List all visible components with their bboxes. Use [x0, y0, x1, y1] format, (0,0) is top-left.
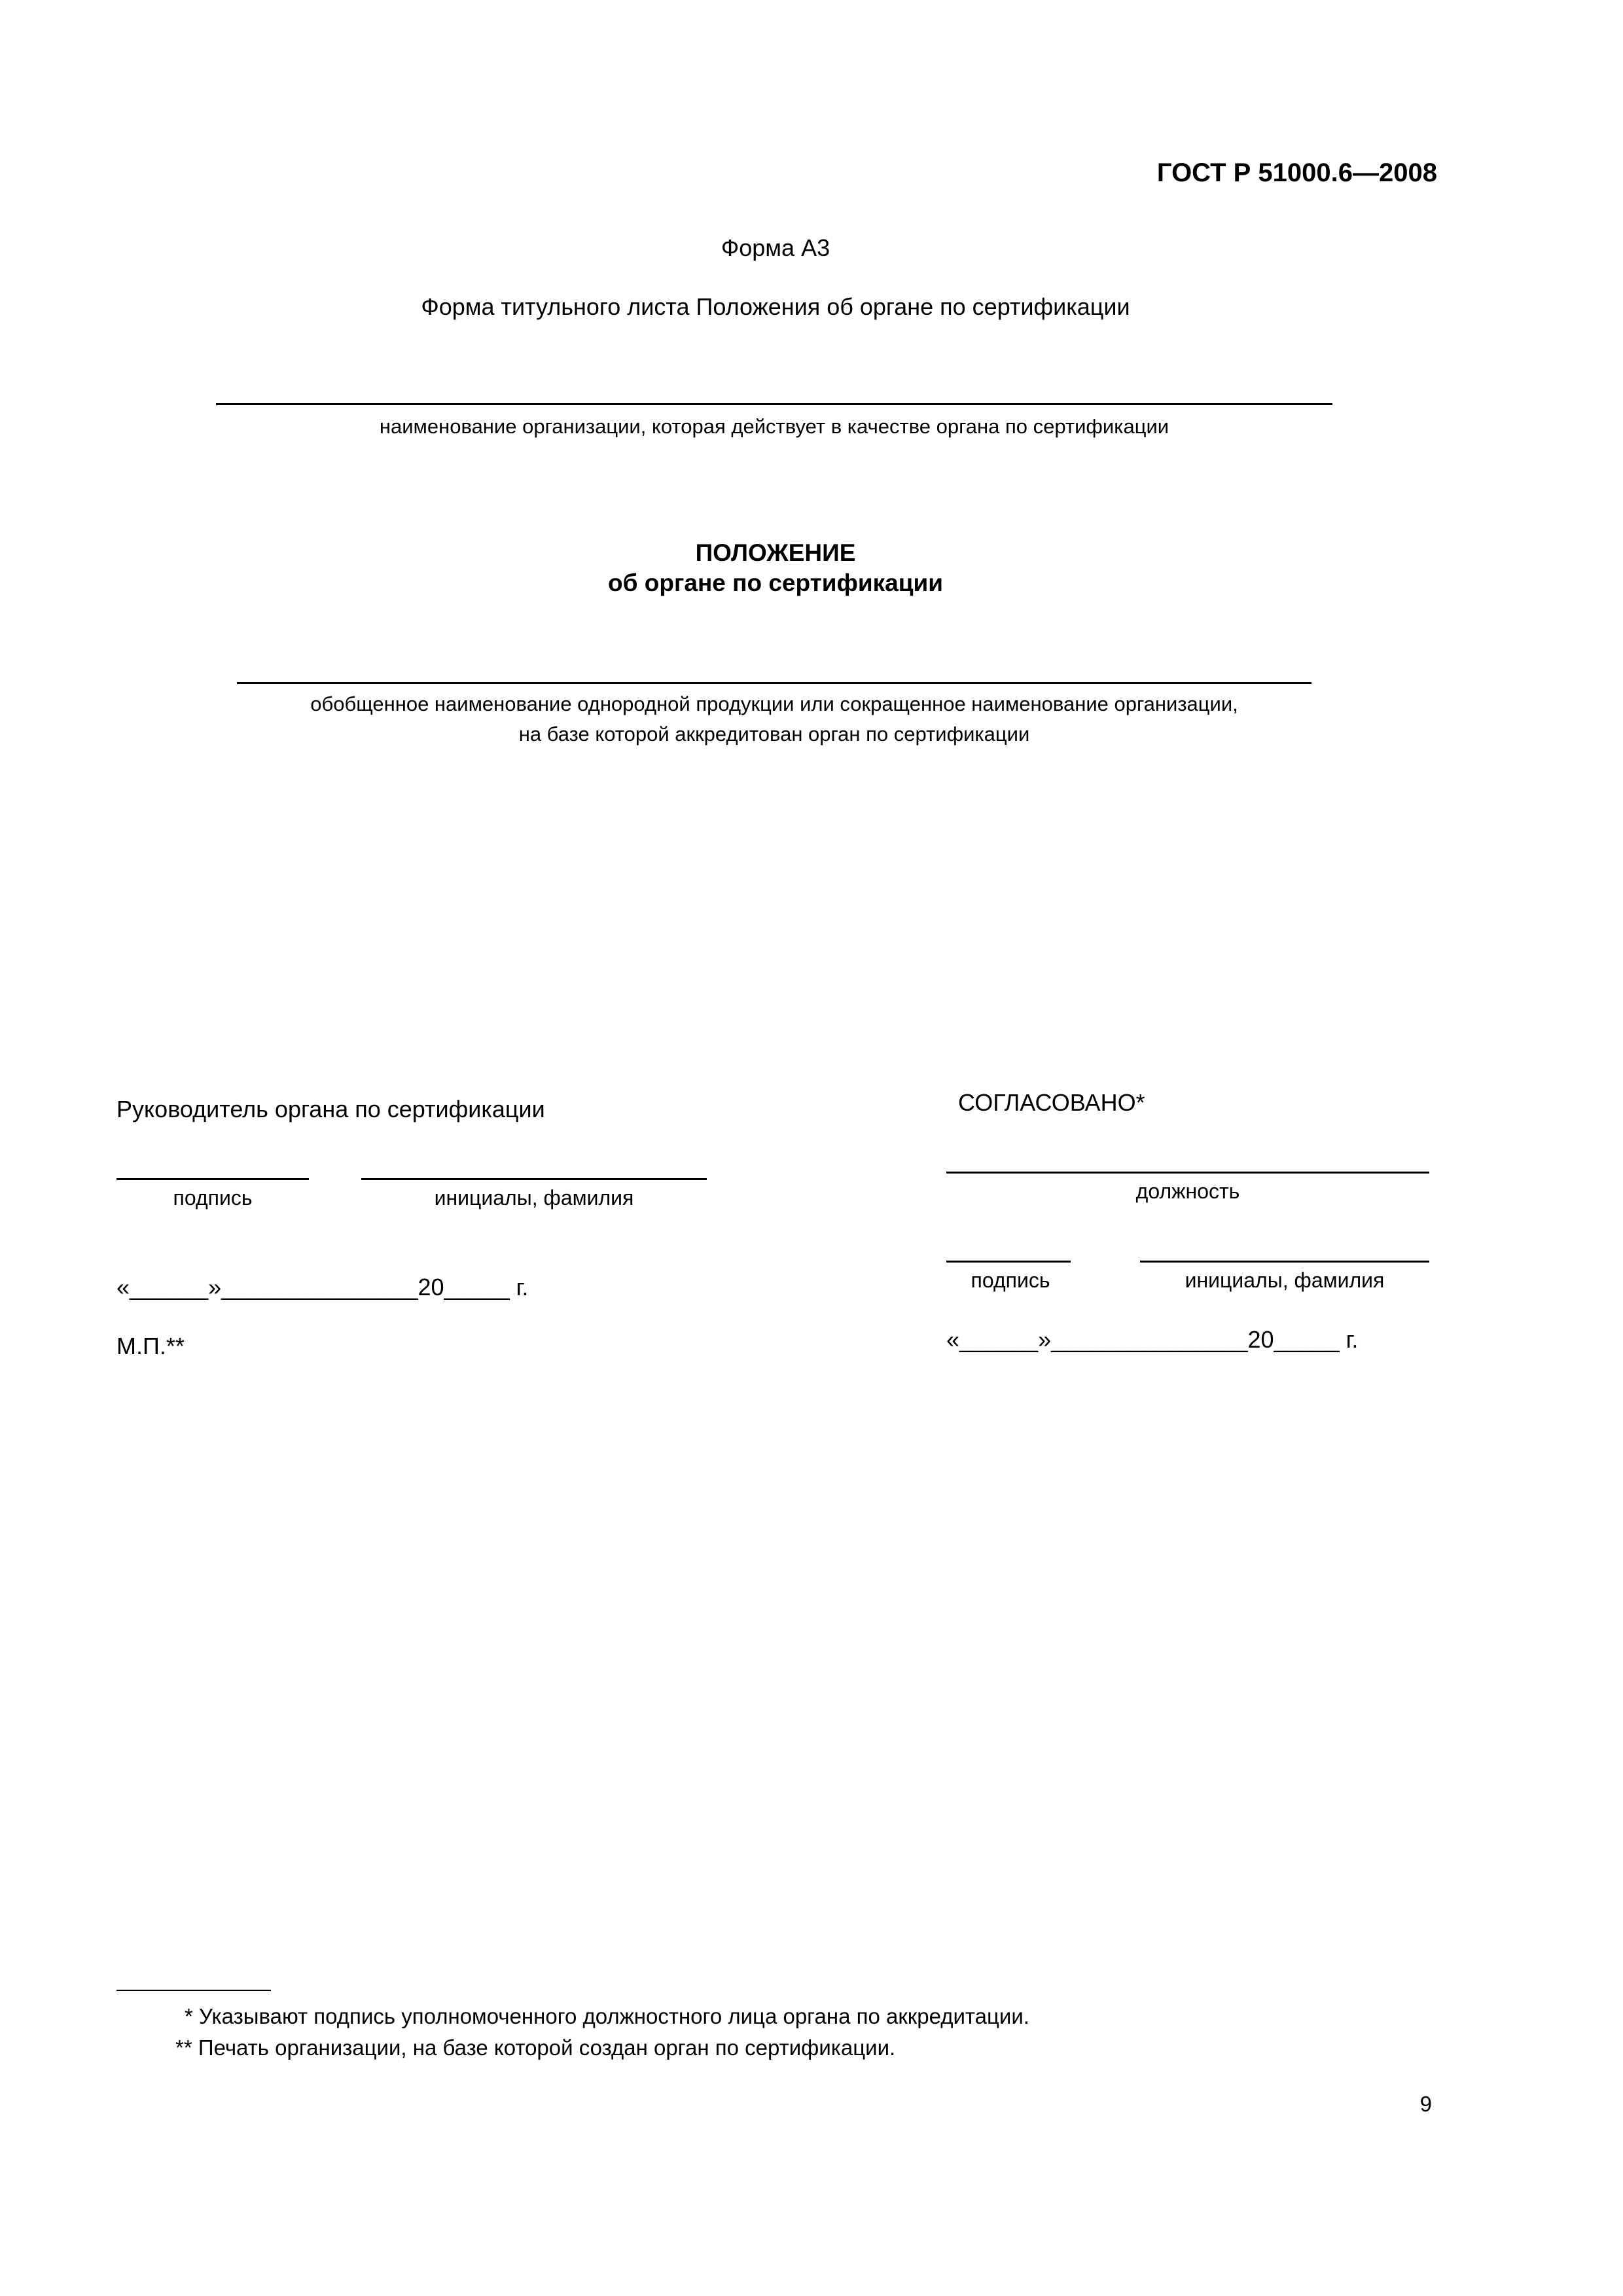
- right-signature-caption: подпись: [971, 1268, 1050, 1292]
- standard-code: ГОСТ Р 51000.6—2008: [1156, 158, 1437, 187]
- head-of-body-label: Руководитель органа по сертификации: [116, 1096, 545, 1122]
- document-title: [0, 538, 1551, 598]
- page-number: 9: [1419, 2092, 1432, 2116]
- form-number: Форма А3: [721, 234, 830, 261]
- org-name-line: [216, 403, 1332, 405]
- position-line: [946, 1172, 1429, 1174]
- right-signature-line: [946, 1261, 1071, 1263]
- left-signature-line: [116, 1178, 309, 1180]
- footnote-1: * Указывают подпись уполномоченного должностного лица органа по аккредитации.: [185, 2004, 1029, 2028]
- right-name-caption: инициалы, фамилия: [1185, 1268, 1385, 1292]
- footnote-separator: [116, 1990, 271, 1991]
- left-name-caption: инициалы, фамилия: [434, 1186, 634, 1210]
- product-caption-line-2: на базе которой аккредитован орган по сертификации: [518, 723, 1030, 745]
- document-title-line-2: об органе по сертификации: [608, 569, 943, 596]
- footnote-2: ** Печать организации, на базе которой создан орган по сертификации.: [175, 2036, 896, 2060]
- stamp-label: М.П.**: [116, 1333, 185, 1359]
- org-name-caption: наименование организации, которая действует в качестве органа по сертификации: [379, 415, 1169, 438]
- approved-label: СОГЛАСОВАНО*: [958, 1089, 1145, 1116]
- product-caption-line-1: обобщенное наименование однородной продукции или сокращенное наименование организации,: [310, 692, 1238, 715]
- position-caption: должность: [1135, 1179, 1240, 1203]
- right-date-line: «______»_______________20_____ г.: [946, 1326, 1359, 1353]
- right-name-line: [1140, 1261, 1429, 1263]
- form-title: Форма титульного листа Положения об органе по сертификации: [421, 293, 1130, 320]
- document-title-line-1: ПОЛОЖЕНИЕ: [695, 539, 856, 566]
- left-name-line: [361, 1178, 707, 1180]
- left-signature-caption: подпись: [173, 1186, 253, 1210]
- product-name-line: [237, 682, 1311, 684]
- left-date-line: «______»_______________20_____ г.: [116, 1274, 529, 1300]
